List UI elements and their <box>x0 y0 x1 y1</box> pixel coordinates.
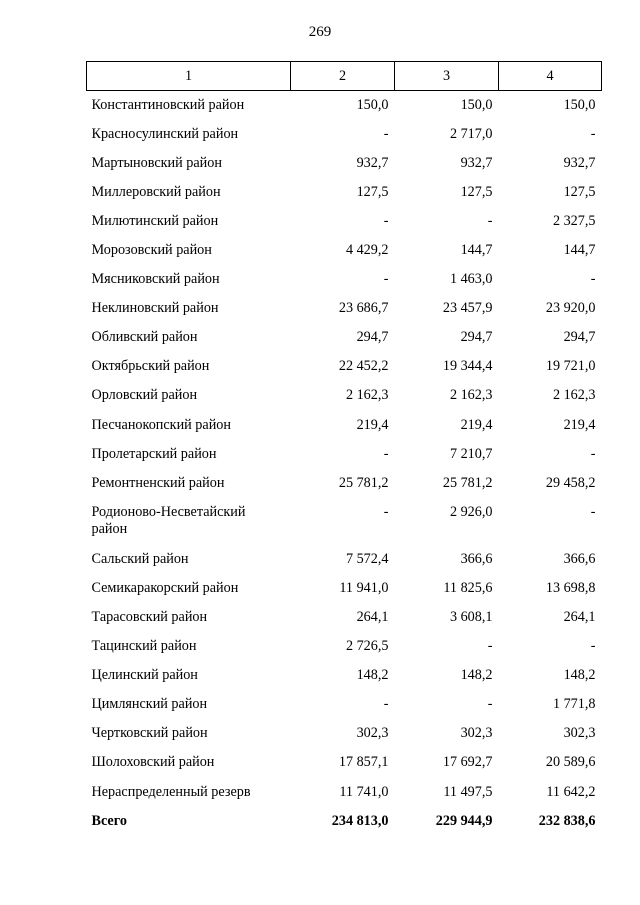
value-col2-cell: 17 857,1 <box>338 754 389 771</box>
table-row <box>87 719 602 748</box>
table-row <box>87 498 602 545</box>
value-col4-cell: - <box>590 271 596 288</box>
district-name-cell: Морозовский район <box>91 241 212 258</box>
district-name-cell: Песчанокопский район <box>91 416 231 433</box>
table-row <box>87 661 602 690</box>
district-name-cell: Константиновский район <box>91 97 245 113</box>
value-col4-cell: 148,2 <box>563 667 596 684</box>
value-col2-cell: 22 452,2 <box>338 358 389 375</box>
table-row <box>87 265 602 294</box>
value-col3-cell: 144,7 <box>460 241 493 258</box>
value-col2-cell: - <box>383 503 389 520</box>
district-name-cell: Октябрьский район <box>91 358 210 375</box>
table-row <box>87 178 602 207</box>
value-col3-cell: 148,2 <box>460 667 493 684</box>
value-col3-cell: 25 781,2 <box>442 474 493 491</box>
value-col4-cell: 2 327,5 <box>552 212 596 229</box>
district-name-cell: Целинский район <box>91 667 198 684</box>
value-col3-cell: 2 926,0 <box>449 503 493 520</box>
table-row <box>87 91 602 120</box>
table-row <box>87 323 602 352</box>
district-name-cell: Семикаракорский район <box>91 579 239 596</box>
table-row <box>87 207 602 236</box>
district-name-cell: Красносулинский район <box>91 125 239 142</box>
page-number: 269 <box>308 24 332 40</box>
table-row <box>87 603 602 632</box>
district-name-cell: Обливский район <box>91 329 198 346</box>
district-name-cell: Ремонтненский район <box>91 474 225 491</box>
value-col4-cell: 1 771,8 <box>552 696 596 713</box>
value-col2-cell: - <box>383 696 389 713</box>
district-name-cell: Орловский район <box>91 387 198 404</box>
value-col2-cell: 234 813,0 <box>331 812 389 829</box>
value-col3-cell: 1 463,0 <box>449 271 493 288</box>
value-col2-cell: 11 741,0 <box>339 783 389 800</box>
value-col2-cell: 127,5 <box>356 183 389 200</box>
district-name-cell: Тарасовский район <box>91 609 208 625</box>
value-col4-cell: 127,5 <box>563 183 596 200</box>
value-col2-cell: 294,7 <box>356 329 389 346</box>
value-col3-cell: 2 717,0 <box>449 125 493 142</box>
district-name-cell: Чертковский район <box>91 725 208 742</box>
district-allocation-table <box>86 61 602 836</box>
value-col3-cell: 19 344,4 <box>442 358 493 375</box>
value-col4-cell: 13 698,8 <box>545 579 596 596</box>
district-name-cell: Милютинский район <box>91 212 219 229</box>
value-col4-cell: 19 721,0 <box>545 358 596 375</box>
district-name-cell: Тацинский район <box>91 638 197 655</box>
value-col2-cell: 932,7 <box>356 154 389 171</box>
column-header-1: 1 <box>87 62 291 91</box>
table-row <box>87 690 602 719</box>
value-col2-cell: 148,2 <box>356 667 389 684</box>
value-col3-cell: 11 497,5 <box>443 783 493 800</box>
value-col3-cell: 7 210,7 <box>449 445 493 462</box>
value-col3-cell: 932,7 <box>460 154 493 171</box>
table-row <box>87 748 602 777</box>
value-col3-cell: 23 457,9 <box>442 300 493 317</box>
value-col2-cell: 2 162,3 <box>345 387 389 404</box>
value-col4-cell: 219,4 <box>563 416 596 433</box>
table-body <box>87 91 602 836</box>
value-col2-cell: 150,0 <box>356 97 389 113</box>
value-col4-cell: - <box>590 445 596 462</box>
value-col4-cell: 232 838,6 <box>538 812 596 829</box>
table-row <box>87 120 602 149</box>
value-col2-cell: - <box>383 445 389 462</box>
value-col4-cell: 932,7 <box>563 154 596 171</box>
value-col3-cell: 229 944,9 <box>435 812 493 829</box>
value-col2-cell: 7 572,4 <box>345 550 389 567</box>
district-name-cell: Миллеровский район <box>91 183 221 200</box>
header-row <box>87 62 602 91</box>
value-col4-cell: 29 458,2 <box>545 474 596 491</box>
district-name-cell: Пролетарский район <box>91 445 217 462</box>
value-col2-cell: 4 429,2 <box>345 241 389 258</box>
table-row <box>87 545 602 574</box>
value-col3-cell: 17 692,7 <box>442 754 493 771</box>
district-name-cell: Мартыновский район <box>91 154 222 171</box>
district-name-cell: Мясниковский район <box>91 271 220 288</box>
value-col3-cell: - <box>487 212 493 229</box>
value-col3-cell: - <box>487 638 493 655</box>
value-col2-cell: 219,4 <box>356 416 389 433</box>
value-col2-cell: 264,1 <box>356 609 389 625</box>
value-col4-cell: 20 589,6 <box>545 754 596 771</box>
value-col3-cell: 294,7 <box>460 329 493 346</box>
value-col4-cell: 11 642,2 <box>546 783 596 800</box>
value-col2-cell: 302,3 <box>356 725 389 742</box>
value-col4-cell: 294,7 <box>563 329 596 346</box>
value-col4-cell: - <box>590 638 596 655</box>
district-name-cell: Сальский район <box>91 550 189 567</box>
table-row <box>87 381 602 410</box>
value-col3-cell: 219,4 <box>460 416 493 433</box>
district-name-cell: Всего <box>91 812 127 829</box>
value-col2-cell: - <box>383 212 389 229</box>
column-header-4: 4 <box>499 62 602 91</box>
value-col2-cell: - <box>383 271 389 288</box>
value-col3-cell: - <box>487 696 493 713</box>
value-col3-cell: 302,3 <box>460 725 493 742</box>
table-row <box>87 411 602 440</box>
value-col2-cell: 11 941,0 <box>339 579 389 596</box>
value-col4-cell: - <box>590 503 596 520</box>
value-col3-cell: 366,6 <box>460 550 493 567</box>
value-col4-cell: 150,0 <box>563 97 596 113</box>
value-col4-cell: 264,1 <box>563 609 596 625</box>
value-col4-cell: - <box>590 125 596 142</box>
value-col3-cell: 2 162,3 <box>449 387 493 404</box>
table-header <box>87 62 602 91</box>
table-row <box>87 352 602 381</box>
value-col4-cell: 144,7 <box>563 241 596 258</box>
table-row <box>87 294 602 323</box>
value-col4-cell: 23 920,0 <box>545 300 596 317</box>
district-name-cell: Нераспределенный резерв <box>91 783 251 800</box>
table-row <box>87 574 602 603</box>
value-col2-cell: 23 686,7 <box>338 300 389 317</box>
value-col3-cell: 3 608,1 <box>449 609 493 625</box>
value-col3-cell: 127,5 <box>460 183 493 200</box>
district-name-cell: Шолоховский район <box>91 754 215 771</box>
table-row <box>87 632 602 661</box>
value-col4-cell: 366,6 <box>563 550 596 567</box>
table-row <box>87 149 602 178</box>
column-header-3: 3 <box>395 62 499 91</box>
value-col3-cell: 11 825,6 <box>443 579 493 596</box>
district-name-cell: Неклиновский район <box>91 300 219 317</box>
total-row <box>87 807 602 836</box>
table-row <box>87 778 602 807</box>
table-row <box>87 440 602 469</box>
table-row <box>87 236 602 265</box>
value-col4-cell: 2 162,3 <box>552 387 596 404</box>
district-name-cell: Цимлянский район <box>91 696 208 713</box>
value-col2-cell: 2 726,5 <box>345 638 389 655</box>
value-col2-cell: - <box>383 125 389 142</box>
value-col3-cell: 150,0 <box>460 97 493 113</box>
value-col2-cell: 25 781,2 <box>338 474 389 491</box>
district-name-cell: Родионово-Несветайский район <box>91 503 246 537</box>
column-header-2: 2 <box>291 62 395 91</box>
value-col4-cell: 302,3 <box>563 725 596 742</box>
table-row <box>87 469 602 498</box>
